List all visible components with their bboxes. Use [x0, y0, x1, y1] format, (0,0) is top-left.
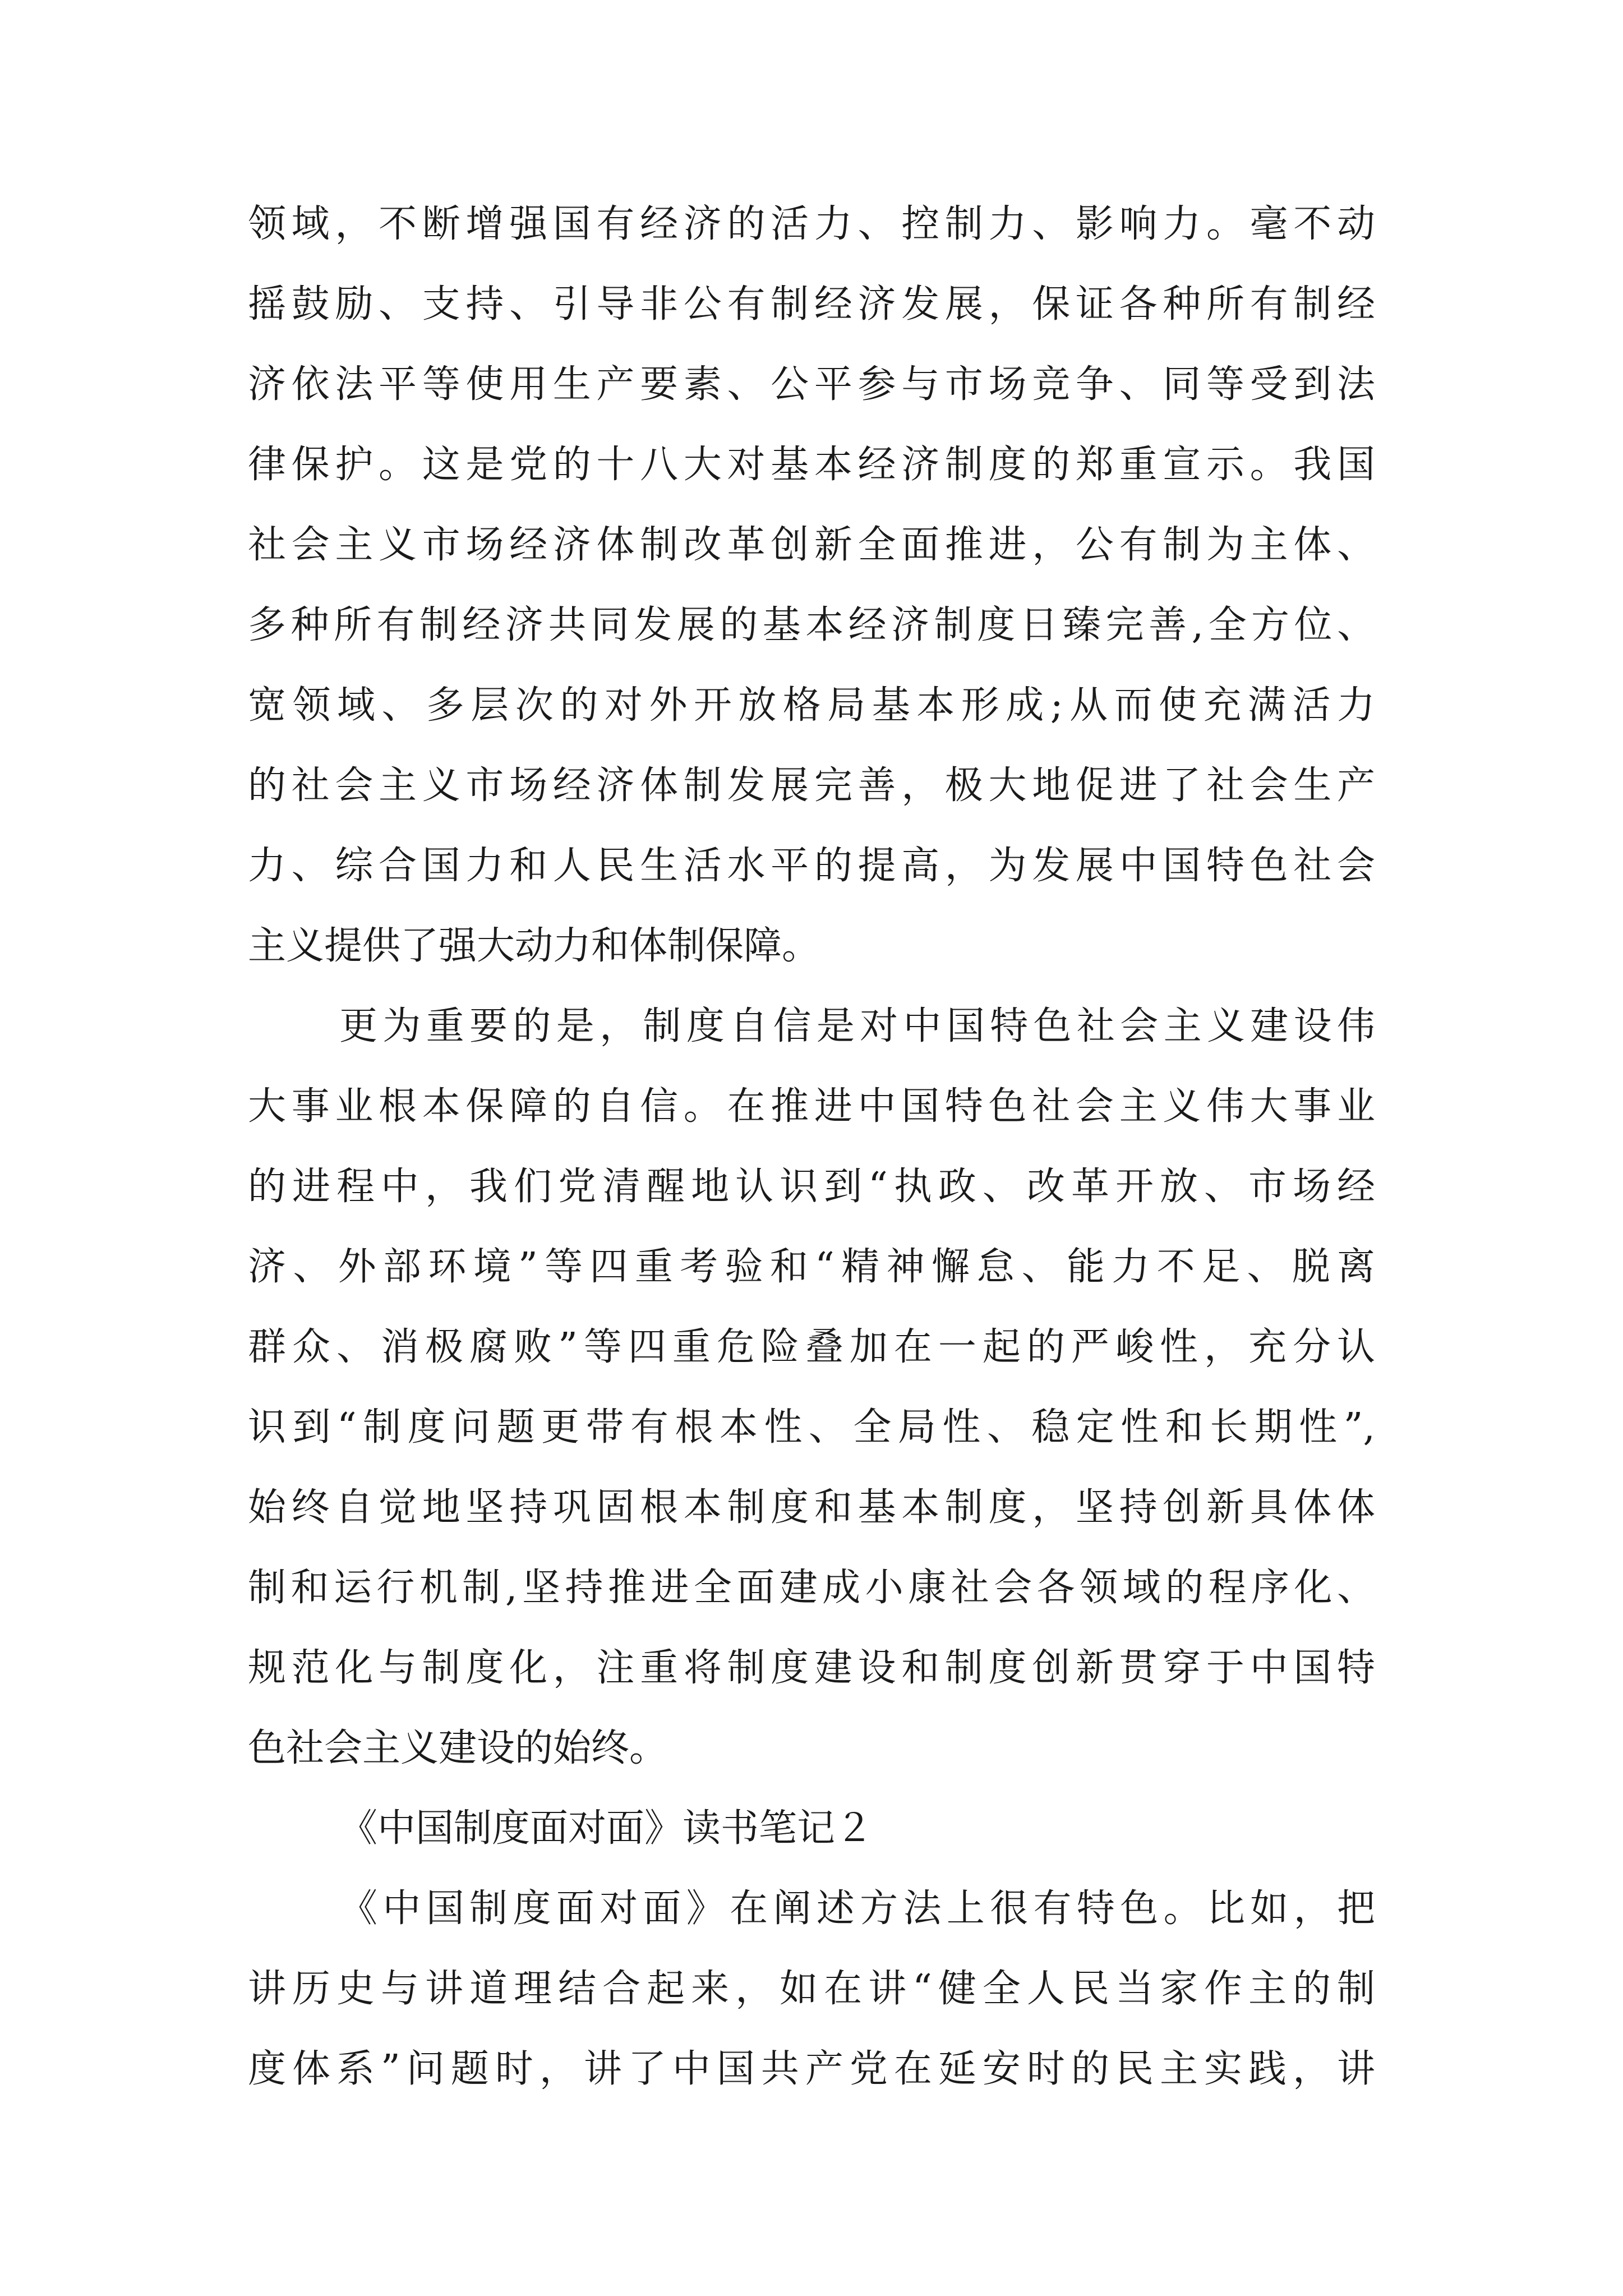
section-heading: 《中国制度面对面》读书笔记２ [339, 1806, 874, 1851]
text-line: 领域，不断增强国有经济的活力、控制力、影响力。毫不动 [248, 202, 1375, 246]
text-line: 群众、消极腐败”等四重危险叠加在一起的严峻性，充分认 [248, 1325, 1375, 1369]
text-line: 规范化与制度化，注重将制度建设和制度创新贯穿于中国特 [248, 1646, 1375, 1690]
text-line: 制和运行机制,坚持推进全面建成小康社会各领域的程序化、 [248, 1566, 1375, 1610]
text-line: 讲历史与讲道理结合起来，如在讲“健全人民当家作主的制 [248, 1967, 1375, 2011]
paragraph-first-line: 《中国制度面对面》在阐述方法上很有特色。比如，把 [339, 1887, 1375, 1931]
text-line: 济依法平等使用生产要素、公平参与市场竞争、同等受到法 [248, 362, 1375, 407]
text-line: 济、外部环境”等四重考验和“精神懈怠、能力不足、脱离 [248, 1245, 1375, 1289]
paragraph-first-line: 更为重要的是，制度自信是对中国特色社会主义建设伟 [339, 1004, 1375, 1048]
text-line: 力、综合国力和人民生活水平的提高，为发展中国特色社会 [248, 844, 1375, 888]
text-line: 多种所有制经济共同发展的基本经济制度日臻完善,全方位、 [248, 603, 1375, 647]
text-line: 始终自觉地坚持巩固根本制度和基本制度，坚持创新具体体 [248, 1485, 1375, 1530]
text-line: 色社会主义建设的始终。 [248, 1726, 668, 1770]
text-line: 律保护。这是党的十八大对基本经济制度的郑重宣示。我国 [248, 443, 1375, 487]
text-line: 度体系”问题时，讲了中国共产党在延安时的民主实践，讲 [248, 2047, 1375, 2091]
text-line: 宽领域、多层次的对外开放格局基本形成;从而使充满活力 [248, 683, 1375, 728]
text-line: 主义提供了强大动力和体制保障。 [248, 924, 820, 968]
text-line: 的进程中，我们党清醒地认识到“执政、改革开放、市场经 [248, 1165, 1375, 1209]
text-line: 的社会主义市场经济体制发展完善，极大地促进了社会生产 [248, 763, 1375, 808]
text-line: 识到“制度问题更带有根本性、全局性、稳定性和长期性”, [248, 1405, 1375, 1450]
text-line: 大事业根本保障的自信。在推进中国特色社会主义伟大事业 [248, 1084, 1375, 1129]
text-line: 社会主义市场经济体制改革创新全面推进，公有制为主体、 [248, 523, 1375, 567]
text-line: 摇鼓励、支持、引导非公有制经济发展，保证各种所有制经 [248, 282, 1375, 326]
